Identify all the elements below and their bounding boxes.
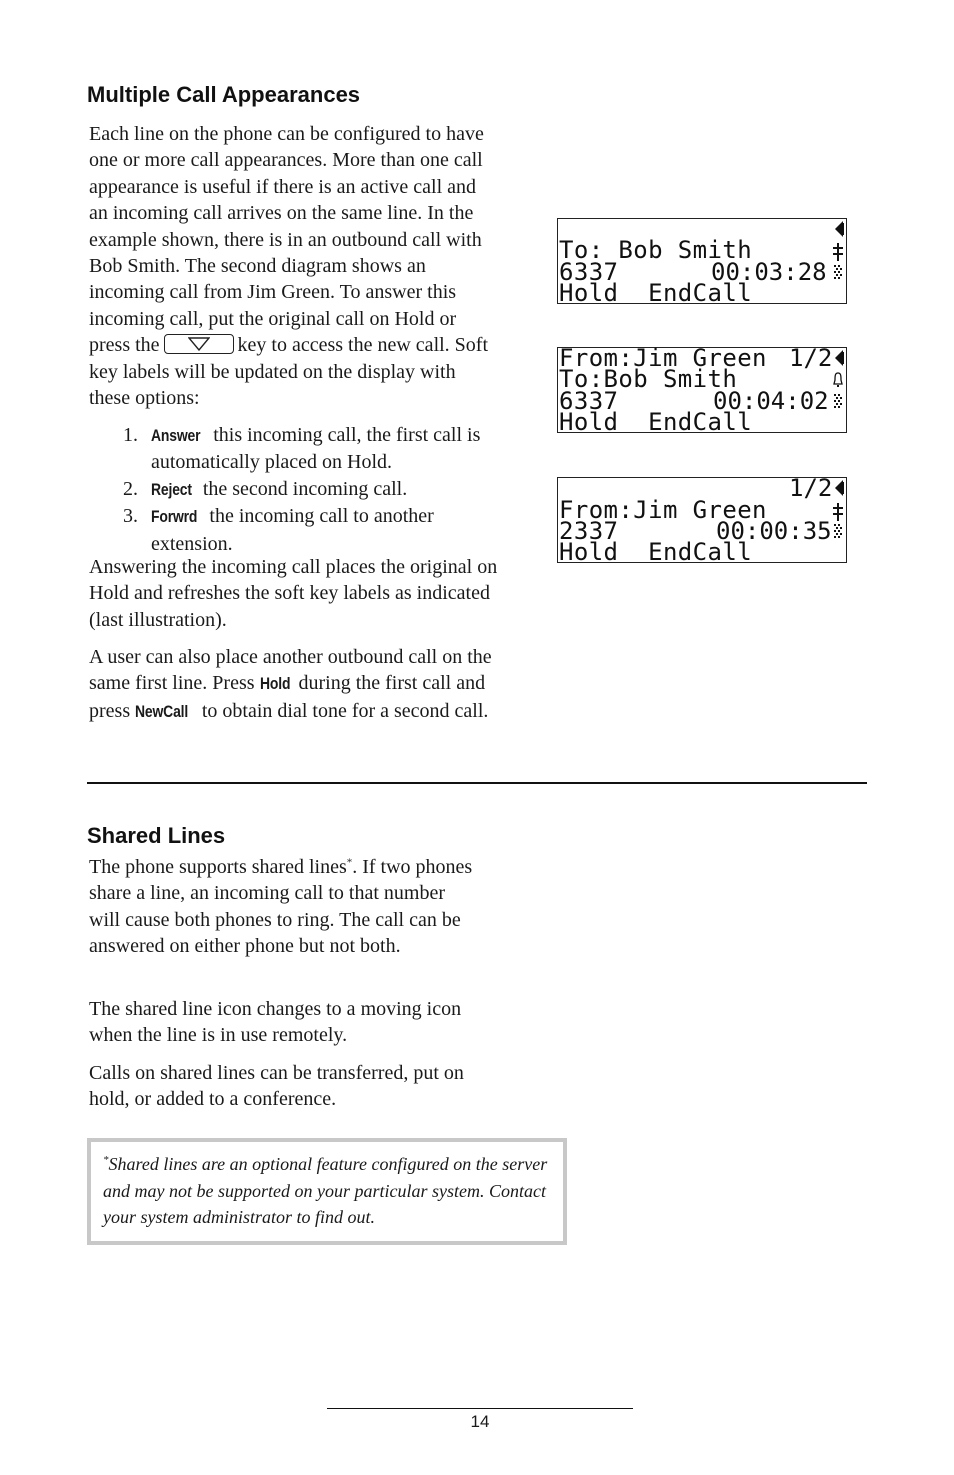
display-line-2: To: Bob Smith xyxy=(559,236,753,264)
display-call-timer: 00:00:35 xyxy=(716,517,832,545)
list-item-number: 1. xyxy=(123,424,138,446)
section2-paragraph-1-text: The phone supports shared lines xyxy=(89,856,347,878)
line-indicator-icon xyxy=(834,221,844,237)
section2-paragraph-2: The shared line icon changes to a moving icon when the line is in use remotely. xyxy=(89,998,462,1047)
answer-key-label: Answer xyxy=(151,426,201,445)
signal-dots-icon xyxy=(834,524,843,540)
line-indicator-icon xyxy=(834,480,844,496)
section1-paragraph-3-text: A user can also place another outbound call on the same first line. Press xyxy=(89,646,492,695)
display-call-count: 1/2 xyxy=(789,474,833,502)
section-heading-shared-lines: Shared Lines xyxy=(87,823,226,848)
phone-display-outbound-call xyxy=(557,218,847,307)
display-call-count: 1/2 xyxy=(789,344,833,372)
display-line-3-extension: 6337 xyxy=(559,258,619,286)
list-item xyxy=(89,476,499,503)
list-item-number: 2. xyxy=(123,477,138,500)
display-line-2: To:Bob Smith xyxy=(559,365,738,393)
phone-display-incoming-call xyxy=(557,344,847,436)
call-status-icon xyxy=(833,503,843,521)
display-line-3-extension: 2337 xyxy=(559,517,619,545)
section1-paragraph-3 xyxy=(89,644,499,725)
list-item-text: this incoming call, the first call is automatically placed on Hold. xyxy=(151,424,481,474)
list-item-number: 3. xyxy=(123,505,138,528)
list-item xyxy=(89,503,499,557)
display-soft-keys: Hold EndCall xyxy=(559,279,753,307)
section-divider xyxy=(87,782,867,784)
section-heading-multiple-call-appearances: Multiple Call Appearances xyxy=(87,82,361,107)
page-number: 14 xyxy=(470,1412,490,1431)
display-call-timer: 00:04:02 xyxy=(713,387,829,415)
section2-paragraph-3: Calls on shared lines can be transferred, put on hold, or added to a conference. xyxy=(89,1062,464,1111)
section1-paragraph-3-text-cont: during the first call and press xyxy=(89,672,486,722)
footnote-text: Shared lines are an optional feature configured on the server and may not be supported on your particular system. Contact your system administrator to find out. xyxy=(103,1154,548,1227)
display-line-3-extension: 6337 xyxy=(559,387,619,415)
down-arrow-key-icon xyxy=(164,334,234,354)
list-item-text: the second incoming call. xyxy=(197,477,408,500)
list-item-text: the incoming call to another extension. xyxy=(151,505,434,555)
section1-paragraph-1-text: Each line on the phone can be configured to have one or more call appearances. More than one call appearance is useful if there is an active call and an incoming call arrives on the same line. In the example shown, there is in an outbound call with Bob Smith. The second diagram shows an incoming call from Jim Green. To answer this incoming call, put the original call on Hold or press the xyxy=(89,123,484,357)
soft-key-options-list xyxy=(89,422,499,557)
list-item xyxy=(89,422,499,476)
phone-display-answered-call xyxy=(557,474,847,566)
footnote-marker: * xyxy=(346,856,353,869)
newcall-key-label: NewCall xyxy=(135,701,189,721)
hold-key-label: Hold xyxy=(259,674,290,694)
signal-dots-icon xyxy=(834,394,843,410)
footnote-marker: * xyxy=(103,1154,109,1166)
footnote-box xyxy=(87,1138,567,1245)
section1-paragraph-1 xyxy=(89,121,499,411)
reject-key-label: Reject xyxy=(151,479,192,499)
section1-paragraph-3-text-end: to obtain dial tone for a second call. xyxy=(196,699,489,722)
display-call-timer: 00:03:28 xyxy=(711,258,827,286)
signal-dots-icon xyxy=(834,265,843,281)
bell-icon xyxy=(833,372,843,388)
call-status-icon xyxy=(833,243,843,261)
section1-paragraph-1-text-cont: key to access the new call. Soft key labels will be updated on the display with these options: xyxy=(89,334,489,410)
forwrd-key-label: Forwrd xyxy=(151,507,198,527)
display-soft-keys: Hold EndCall xyxy=(559,538,753,566)
footer-rule xyxy=(327,1408,633,1409)
line-indicator-icon xyxy=(834,350,844,366)
section2-paragraph-1-text-cont: . If two phones share a line, an incoming call to that number will cause both phones to ring. The call can be answered on either phone but not both. xyxy=(89,856,473,958)
display-soft-keys: Hold EndCall xyxy=(559,408,753,436)
display-line-1: From:Jim Green xyxy=(559,344,767,372)
section1-paragraph-2: Answering the incoming call places the original on Hold and refreshes the soft key labels as indicated (last illustration). xyxy=(89,556,498,631)
display-line-2: From:Jim Green xyxy=(559,496,767,524)
section2-paragraph-1 xyxy=(89,854,479,960)
